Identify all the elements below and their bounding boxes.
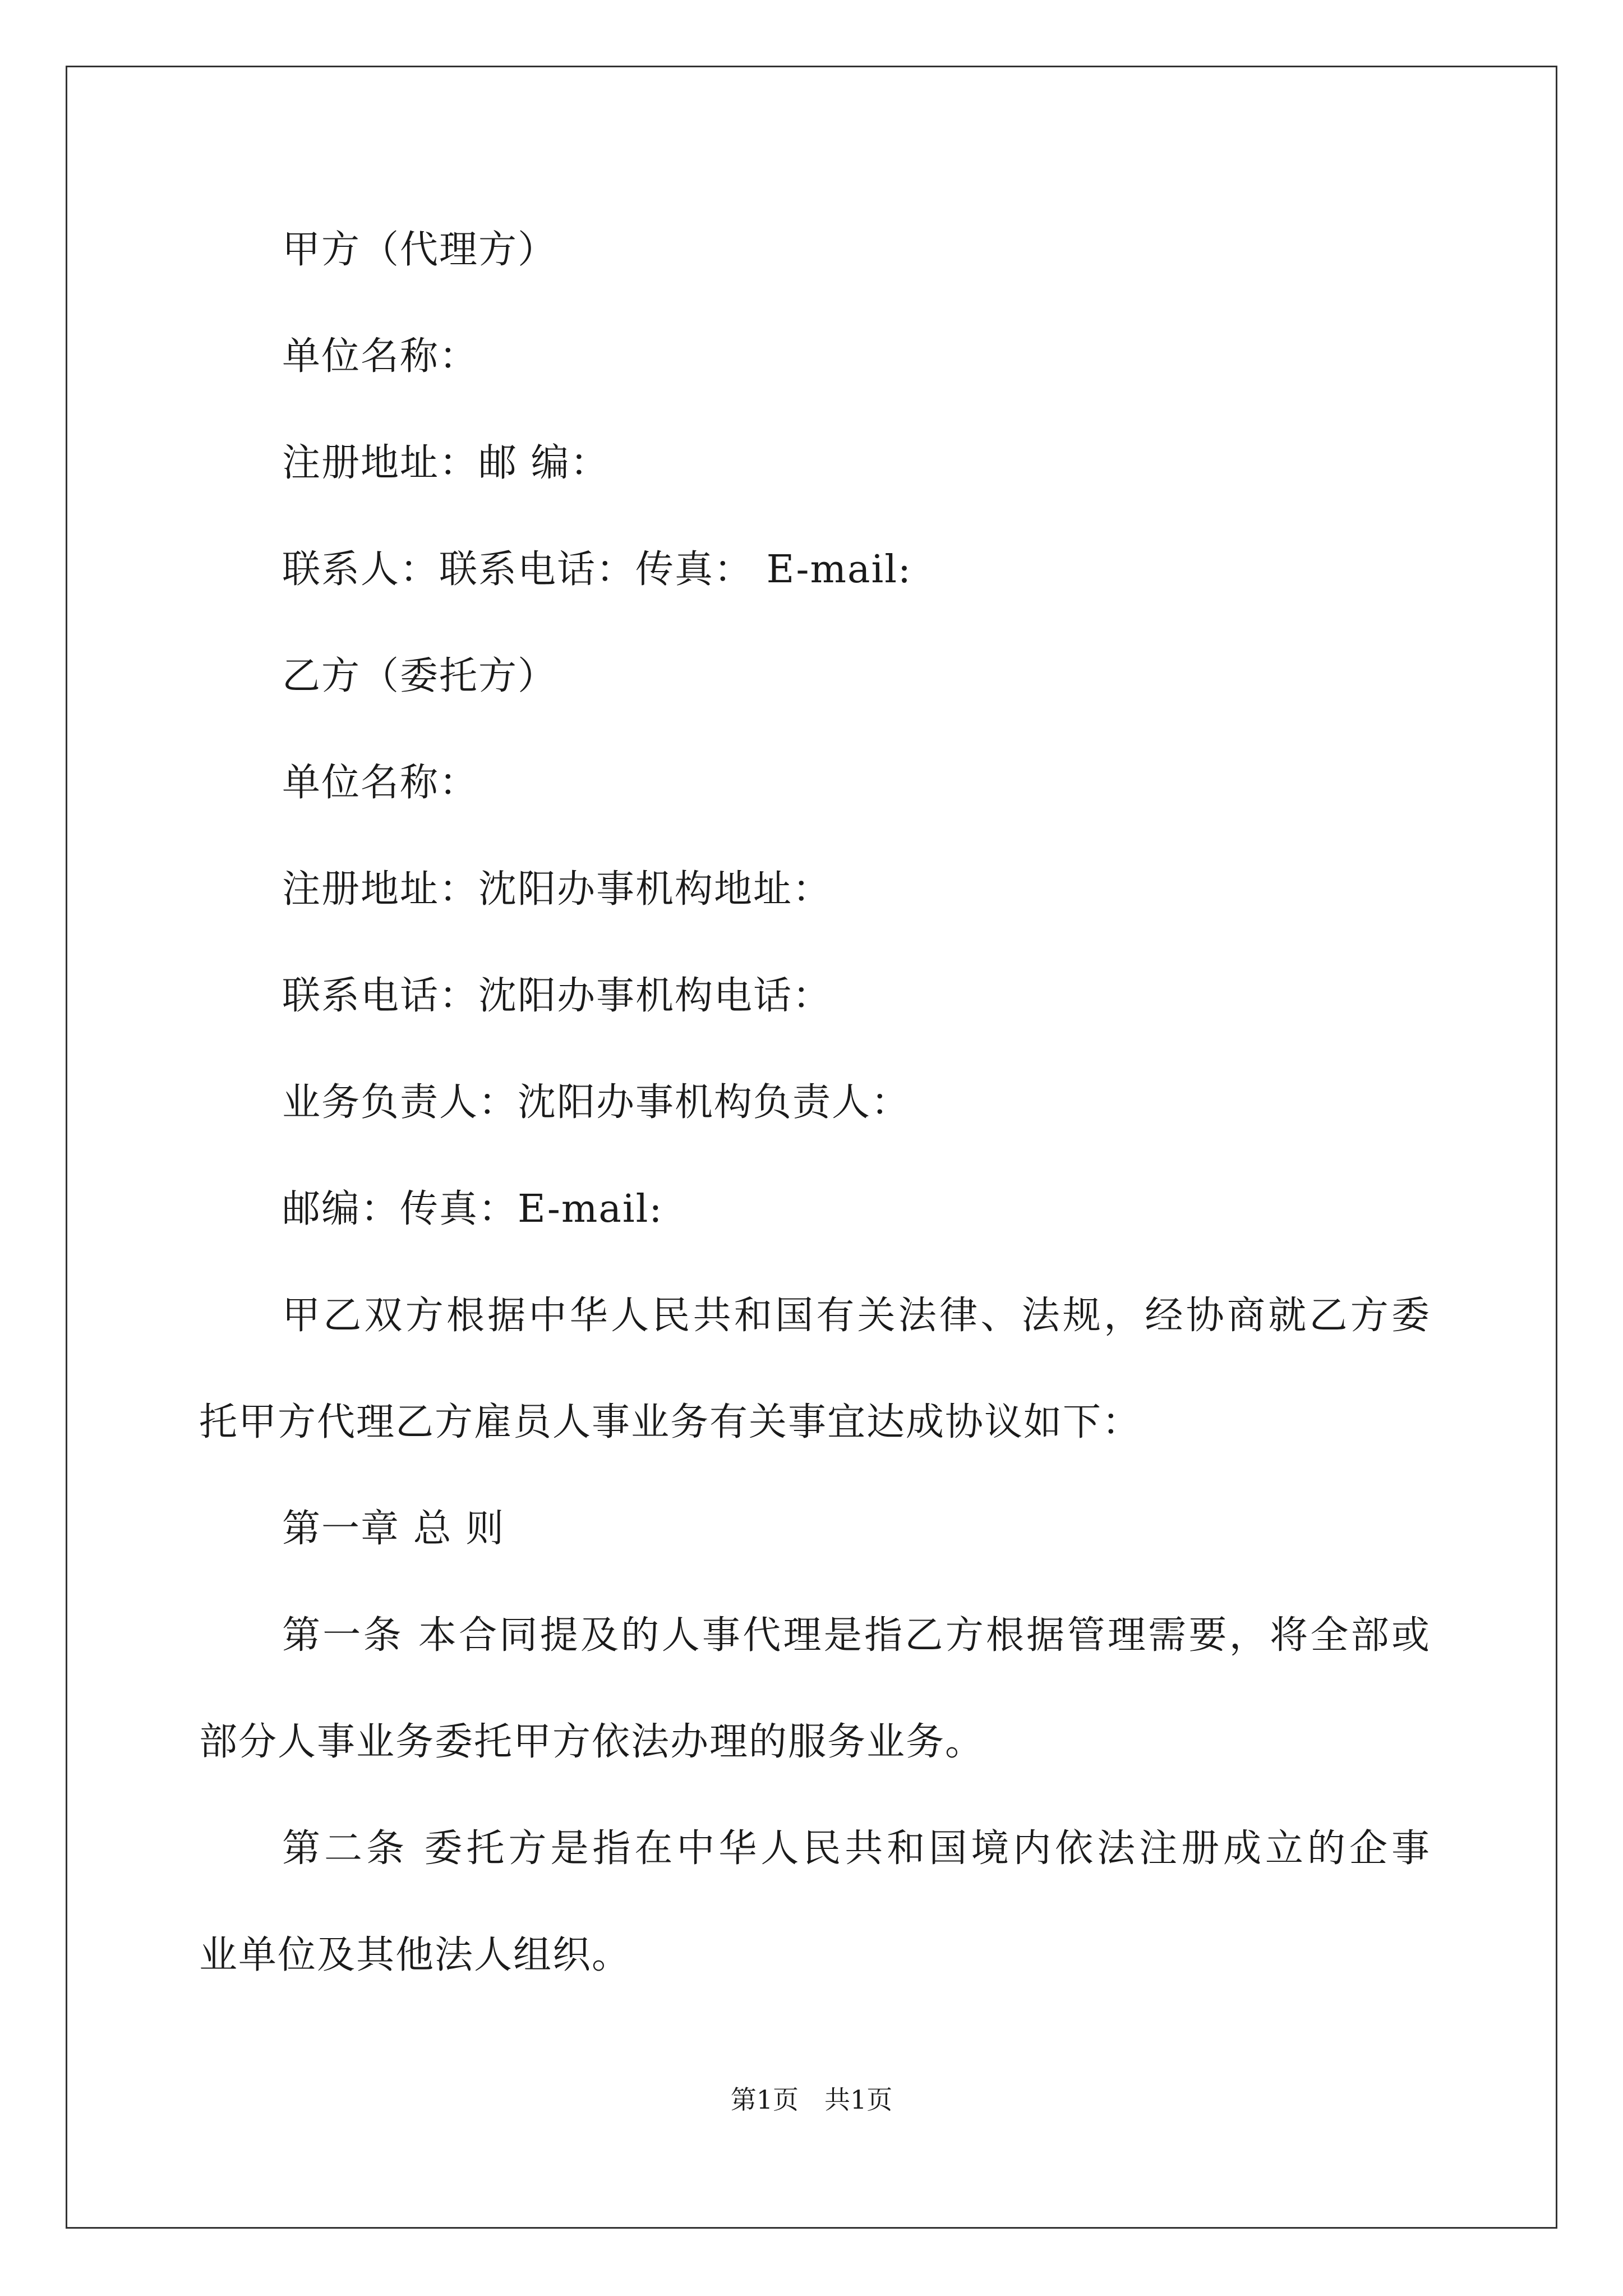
page-border — [66, 66, 1557, 2229]
preamble-line-2: 托甲方代理乙方雇员人事业务有关事宜达成协议如下： — [199, 1400, 1142, 1444]
party-a-heading: 甲方（代理方） — [282, 228, 557, 272]
article-two-line-1: 第二条 委托方是指在中华人民共和国境内依法注册成立的企事 — [282, 1826, 1431, 1871]
party-b-address: 注册地址：沈阳办事机构地址： — [282, 867, 832, 912]
party-a-company-name: 单位名称： — [282, 334, 479, 379]
party-b-manager: 业务负责人：沈阳办事机构负责人： — [282, 1080, 911, 1125]
party-b-postcode-fax: 邮编：传真：E-mail: — [282, 1187, 663, 1231]
article-one-line-2: 部分人事业务委托甲方依法办理的服务业务。 — [199, 1720, 985, 1764]
party-a-address: 注册地址：邮 编： — [282, 441, 610, 485]
page-number: 第1页 共1页 — [730, 2085, 893, 2115]
chapter-one-title: 第一章 总 则 — [282, 1507, 505, 1551]
preamble-line-1: 甲乙双方根据中华人民共和国有关法律、法规，经协商就乙方委 — [282, 1294, 1431, 1338]
party-a-contact: 联系人：联系电话：传真： E-mail: — [282, 547, 912, 592]
article-two-line-2: 业单位及其他法人组织。 — [199, 1933, 631, 1977]
article-one-line-1: 第一条 本合同提及的人事代理是指乙方根据管理需要，将全部或 — [282, 1613, 1431, 1658]
party-b-heading: 乙方（委托方） — [282, 654, 557, 698]
party-b-company-name: 单位名称： — [282, 761, 479, 805]
party-b-phone: 联系电话：沈阳办事机构电话： — [282, 974, 832, 1018]
